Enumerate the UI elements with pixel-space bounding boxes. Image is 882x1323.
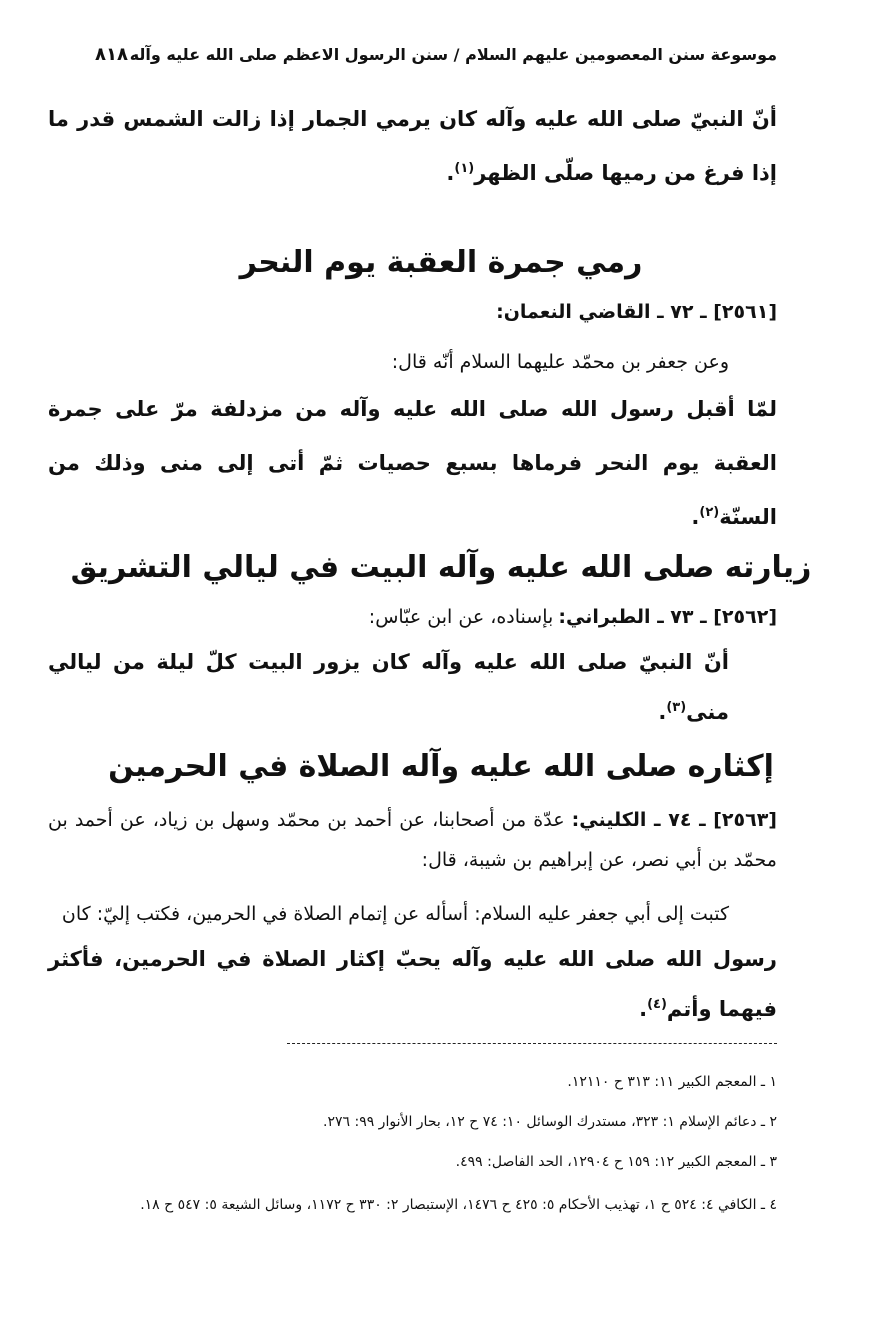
hadith-label: [٢٥٦١] ـ ٧٢ ـ القاضي النعمان: <box>496 301 777 323</box>
intro-text: أنّ النبيّ صلى الله عليه وآله كان يرمي الجمار إذا زالت الشمس قدر ما إذا فرغ من رميها صلّى الظهر <box>48 107 777 185</box>
hadith-chain: عدّة من أصحابنا، عن أحمد بن محمّد وسهل بن زياد، عن أحمد بن محمّد بن أبي نصر، عن إبراهيم بن شيبة، قال: <box>48 809 777 871</box>
hadith-text-plain: كتبت إلى أبي جعفر عليه السلام: أسأله عن إتمام الصلاة في الحرمين، فكتب إليّ: كان <box>61 903 729 925</box>
hadith-chain: بإسناده، عن ابن عبّاس: <box>368 606 554 628</box>
hadith-text: أنّ النبيّ صلى الله عليه وآله كان يزور البيت كلّ ليلة من ليالي منى$^{(٣)}$. <box>48 650 729 724</box>
hadith-2561 <box>48 292 777 544</box>
running-header: موسوعة سنن المعصومين عليهم السلام / سنن الرسول الاعظم صلى الله عليه وآله <box>129 45 777 64</box>
footnote-ref-2: (٢) <box>699 505 720 520</box>
hadith-label-line <box>48 800 777 880</box>
footnote-ref-1: (١) <box>454 161 475 176</box>
page-number: ٨١٨ <box>95 44 128 65</box>
hadith-2562 <box>48 597 777 737</box>
footnote-ref-3: (٣) <box>666 700 687 715</box>
hadith-text-body: أنّ النبيّ صلى الله عليه وآله كان يزور البيت كلّ ليلة من ليالي منى <box>48 650 729 724</box>
footnote-ref-4: (٤) <box>647 997 667 1012</box>
footnote-4: ٤ ـ الكافي ٤: ٥٢٤ ح ١، تهذيب الأحكام ٥: ٤٢٥ ح ١٤٧٦، الإستبصار ٢: ٣٣٠ ح ١١٧٢، وسائل الشيعة ٥: ٥٤٧ ح ١٨. <box>140 1197 777 1213</box>
intro-paragraph: أنّ النبيّ صلى الله عليه وآله كان يرمي الجمار إذا زالت الشمس قدر ما إذا فرغ من رميها صلّى الظهر$^{(١)}$. <box>48 107 777 185</box>
hadith-text: لمّا أقبل رسول الله صلى الله عليه وآله من مزدلفة مرّ على جمرة العقبة يوم النحر فرماها بسبع حصيات ثمّ أتى إلى منى وذلك من السنّة$^{(٢)}$. <box>48 397 777 529</box>
hadith-text: رسول الله صلى الله عليه وآله يحبّ إكثار الصلاة في الحرمين، فأكثر فيهما وأتم$^{(٤)}$. <box>48 947 777 1021</box>
footnote-divider <box>287 1043 777 1044</box>
footnote-3: ٣ ـ المعجم الكبير ١٢: ١٥٩ ح ١٢٩٠٤، الحد الفاصل: ٤٩٩. <box>455 1154 777 1170</box>
hadith-label-line <box>48 597 777 637</box>
hadith-2563 <box>48 800 777 1034</box>
hadith-label: [٢٥٦٣] ـ ٧٤ ـ الكليني: <box>571 809 777 831</box>
hadith-label: [٢٥٦٢] ـ ٧٣ ـ الطبراني: <box>558 606 777 628</box>
footnote-2: ٢ ـ دعائم الإسلام ١: ٣٢٣، مستدرك الوسائل ١٠: ٧٤ ح ١٢، بحار الأنوار ٩٩: ٢٧٦. <box>323 1114 777 1130</box>
hadith-text-body: لمّا أقبل رسول الله صلى الله عليه وآله من مزدلفة مرّ على جمرة العقبة يوم النحر فرماها بسبع حصيات ثمّ أتى إلى منى وذلك من السنّة <box>48 397 777 529</box>
section-heading-2: زيارته صلى الله عليه وآله البيت في ليالي التشريق <box>70 550 812 585</box>
section-heading-3: إكثاره صلى الله عليه وآله الصلاة في الحرمين <box>108 749 774 784</box>
footnote-1: ١ ـ المعجم الكبير ١١: ٣١٣ ح ١٢١١٠. <box>567 1074 777 1090</box>
section-heading-1: رمي جمرة العقبة يوم النحر <box>239 245 643 280</box>
hadith-text-body: رسول الله صلى الله عليه وآله يحبّ إكثار الصلاة في الحرمين، فأكثر فيهما وأتم <box>48 947 777 1021</box>
hadith-chain: وعن جعفر بن محمّد عليهما السلام أنّه قال: <box>391 351 729 373</box>
